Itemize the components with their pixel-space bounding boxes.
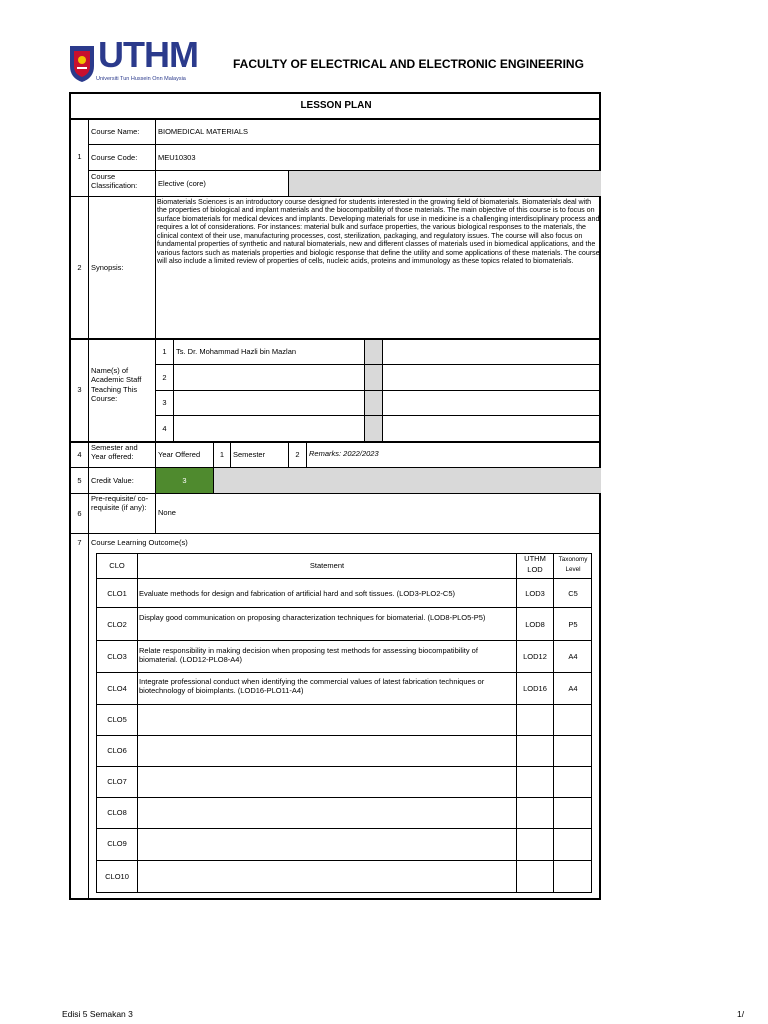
clo-2-id: CLO2 — [107, 620, 127, 629]
staff-name-1: Ts. Dr. Mohammad Hazli bin Mazlan — [176, 347, 297, 356]
clo-7-id: CLO7 — [107, 777, 127, 786]
clo-5-id: CLO5 — [107, 715, 127, 724]
statement-header: Statement — [309, 561, 345, 570]
staff-number-1: 1 — [162, 347, 167, 356]
credit-blank-cell — [214, 468, 601, 493]
clo-table — [96, 553, 592, 893]
clo-2-lod: LOD8 — [525, 620, 545, 629]
lesson-plan-title: LESSON PLAN — [300, 100, 372, 111]
clo-2-taxonomy: P5 — [568, 620, 578, 629]
credit-value-label: Credit Value: — [91, 476, 134, 485]
uthm-logo: UTHM Universiti Tun Hussein Onn Malaysia — [68, 40, 213, 88]
course-name-value: BIOMEDICAL MATERIALS — [158, 127, 249, 136]
clo-3-lod: LOD12 — [523, 652, 547, 661]
clo-header: CLO — [109, 561, 125, 570]
footer-page-number: 1/ — [737, 1009, 745, 1019]
clo-4-statement: Integrate professional conduct when identifying the commercial values of latest fabrication techniques or biotechnology of bioimplants. (LOD16-PLO11-A4) — [139, 677, 485, 696]
staff-number-3: 3 — [162, 398, 167, 407]
clo-10-id: CLO10 — [105, 872, 129, 881]
year-offered-label: Year Offered — [158, 450, 201, 459]
prerequisite-value: None — [158, 508, 176, 517]
clo-1-lod: LOD3 — [525, 589, 545, 598]
section-5-number: 5 — [77, 476, 82, 485]
crest-icon — [68, 42, 96, 84]
clo-8-id: CLO8 — [107, 808, 127, 817]
section-4-number: 4 — [77, 450, 82, 459]
footer-edition: Edisi 5 Semakan 3 — [62, 1009, 133, 1019]
semester-label: Semester — [233, 450, 266, 459]
staff-number-2: 2 — [162, 373, 167, 382]
clo-section-label: Course Learning Outcome(s) — [91, 538, 188, 547]
semester-value: 2 — [295, 450, 300, 459]
section-7-number: 7 — [77, 538, 82, 547]
faculty-title: FACULTY OF ELECTRICAL AND ELECTRONIC ENGINEERING — [233, 57, 584, 71]
course-name-label: Course Name: — [91, 127, 140, 136]
clo-1-statement: Evaluate methods for design and fabrication of artificial hard and soft tissues. (LOD3-PLO2-C5) — [139, 589, 455, 598]
synopsis-label: Synopsis: — [91, 263, 124, 272]
semester-year-label: Semester and Year offered: — [91, 443, 138, 462]
section-3-number: 3 — [77, 385, 82, 394]
clo-3-statement: Relate responsibility in making decision when proposing test methods for assessing biocompatibility of biomaterial. (LOD12-PLO8-A4) — [139, 646, 478, 665]
classification-blank-cell — [289, 171, 601, 196]
credit-value: 3 — [182, 476, 187, 485]
synopsis-text: Biomaterials Sciences is an introductory course designed for students interested in the growing field of biomaterials. Biomaterials deal with the properties of biological and implant materials and the biocompatibility of those materials. The main objective of this course is to focus on surface biomaterials for medical devices and implants. Developing materials for use in medicine is a challenging interdisciplinary process and requires a lot of considerations. For instances: material bulk and surface properties, the various biological responses to the materials, the clinical context of their use, manufacturing processes, cost, sterilization, packaging, and regulatory issues. The course will also focus on fundamental properties of synthetic and natural biomaterials, new and different classes of materials used in biomedical applications, and the various factors such as materials properties and biologic response that define the utility and some applications of these materials. The course will also include a limited review of properties of cells, nucleic acids, proteins and immunology as these topics related to biomaterials. — [157, 198, 600, 266]
section-2-number: 2 — [77, 263, 82, 272]
clo-3-taxonomy: A4 — [568, 652, 578, 661]
section-1-number: 1 — [77, 152, 82, 161]
course-code-value: MEU10303 — [158, 153, 196, 162]
year-offered-value: 1 — [219, 450, 225, 459]
clo-4-taxonomy: A4 — [568, 684, 578, 693]
staff-number-4: 4 — [162, 424, 167, 433]
clo-6-id: CLO6 — [107, 746, 127, 755]
course-code-label: Course Code: — [91, 153, 138, 162]
remarks: Remarks: 2022/2023 — [309, 449, 379, 458]
section-6-number: 6 — [77, 509, 82, 518]
clo-1-id: CLO1 — [107, 589, 127, 598]
staff-label: Name(s) of Academic Staff Teaching This Course: — [91, 366, 142, 404]
clo-2-statement: Display good communication on proposing characterization techniques for biomaterial. (LOD8-PLO5-P5) — [139, 613, 486, 622]
clo-1-taxonomy: C5 — [568, 589, 578, 598]
clo-9-id: CLO9 — [107, 839, 127, 848]
clo-4-id: CLO4 — [107, 684, 127, 693]
course-classification-value: Elective (core) — [158, 179, 206, 188]
taxonomy-header: Taxonomy Level — [558, 556, 588, 574]
clo-4-lod: LOD16 — [523, 684, 547, 693]
clo-3-id: CLO3 — [107, 652, 127, 661]
course-classification-label: Course Classification: — [91, 172, 138, 191]
lod-header: UTHM LOD — [524, 554, 546, 574]
prerequisite-label: Pre-requisite/ co-requisite (if any): — [91, 494, 149, 513]
